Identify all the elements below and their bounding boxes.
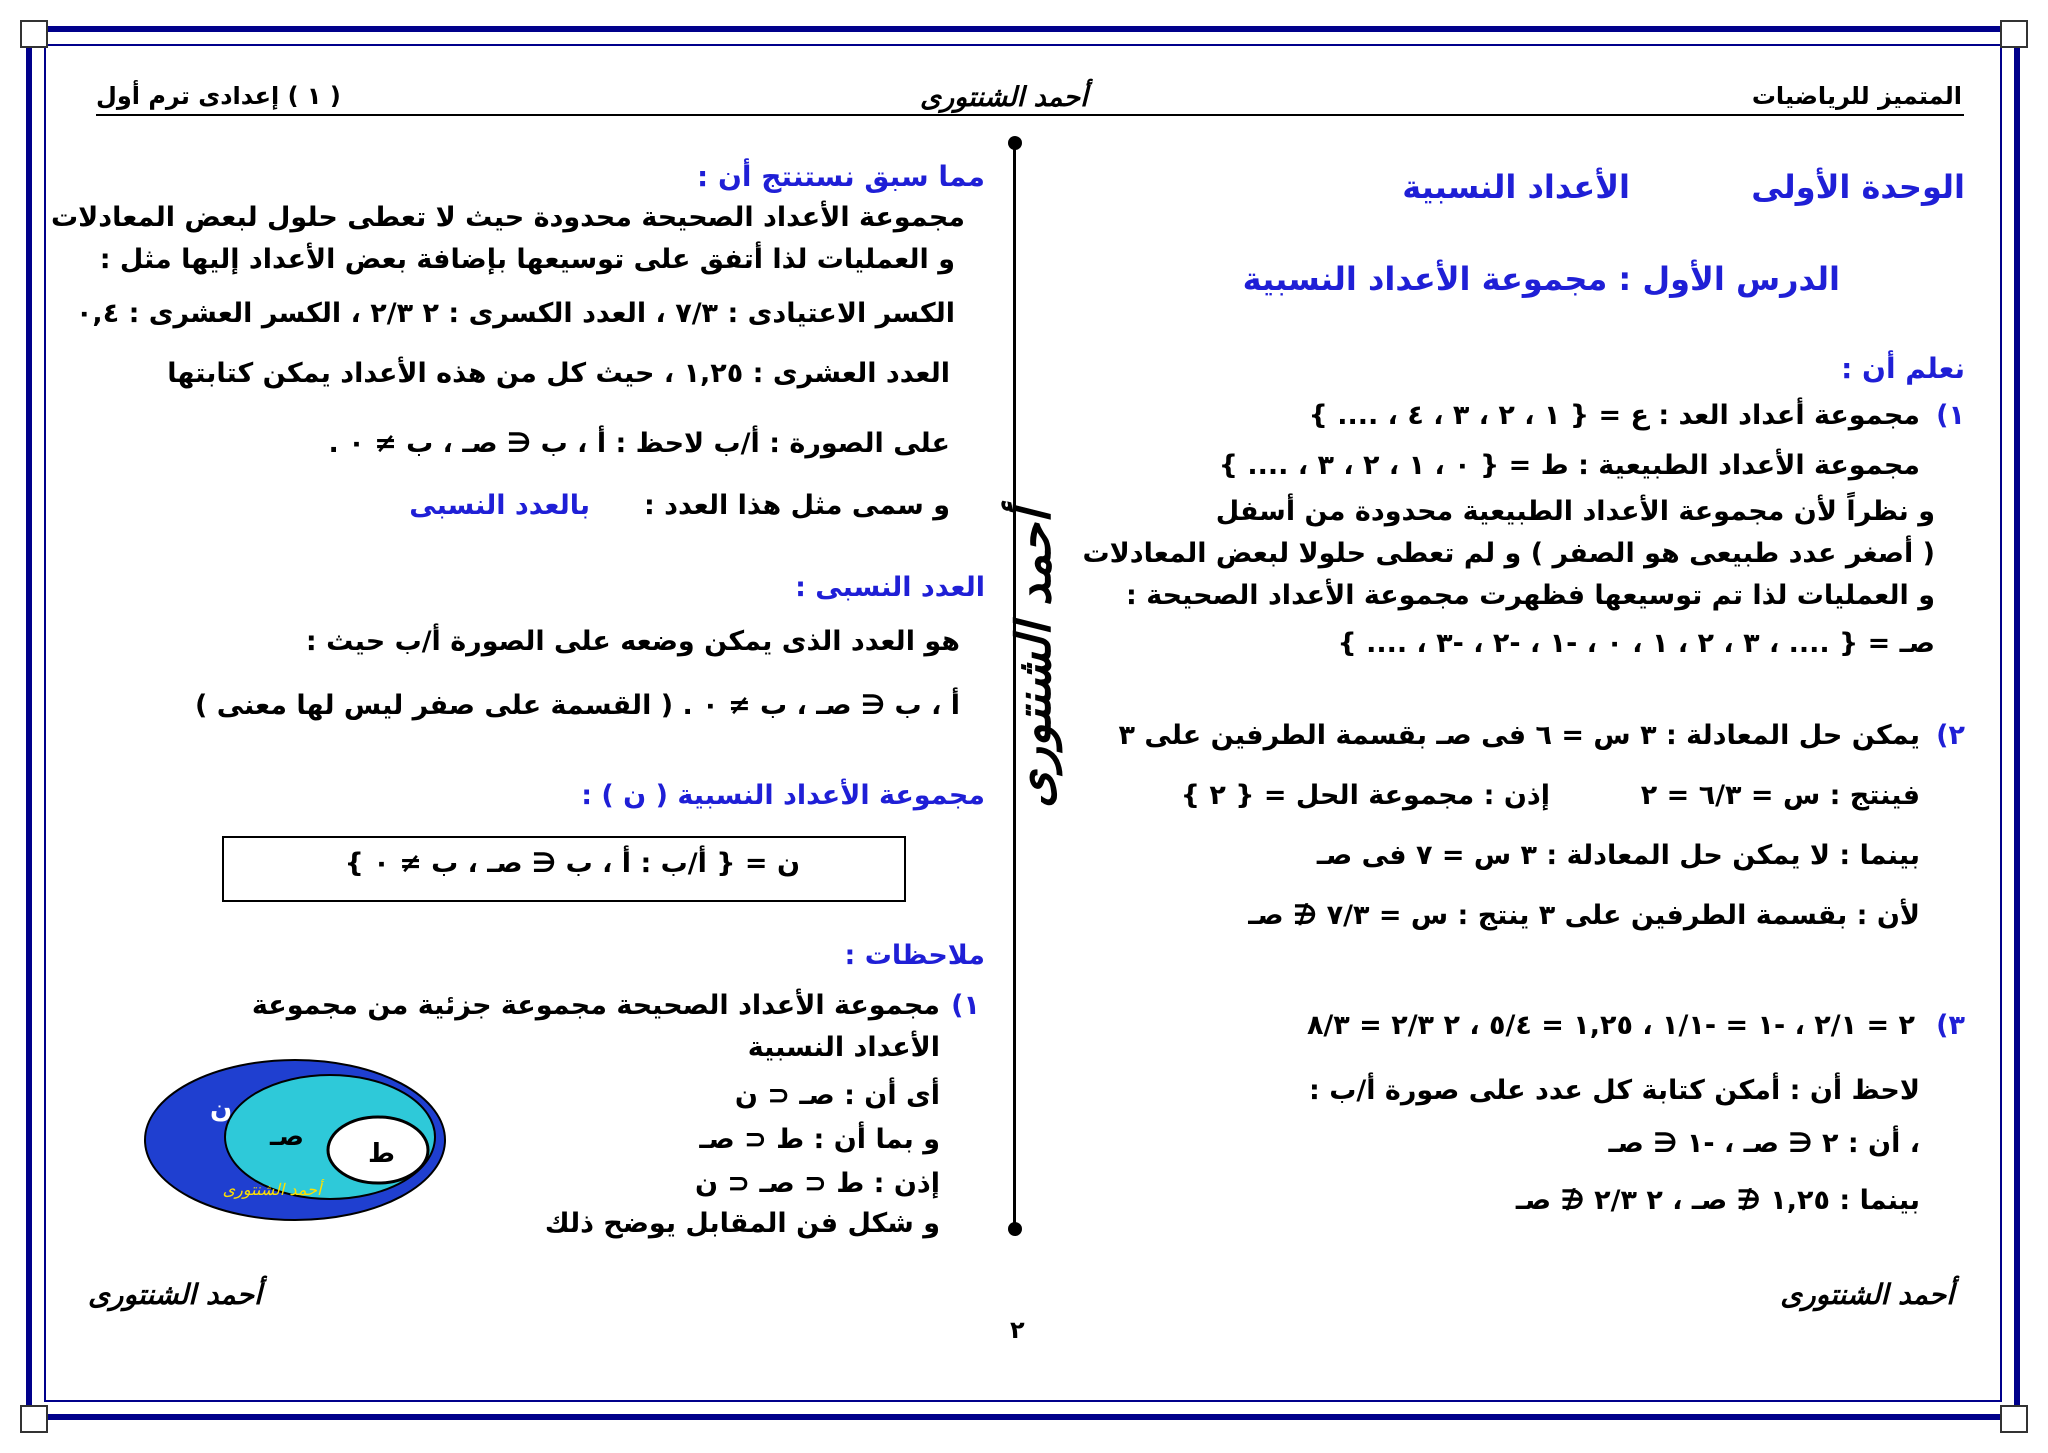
text-line: مجموعة الأعداد الصحيحة محدودة حيث لا تعطى حلول لبعض المعادلات [51,202,965,233]
notes-heading: ملاحظات : [844,940,985,971]
footer-author-left: أحمد الشنتورى [88,1278,262,1311]
text-line: الكسر الاعتيادى : ٧/٣ ، العدد الكسرى : ٢ ٢/٣ ، الكسر العشرى : ٠,٤ [75,298,955,329]
rational-number-term: بالعدد النسبى [409,490,590,521]
text-line: بينما : ١,٢٥ ∉ صـ ، ٢ ٢/٣ ∉ صـ [1515,1185,1920,1216]
venn-diagram [140,1055,450,1225]
natural-numbers-line: مجموعة الأعداد الطبيعية : ط = { ٠ ، ١ ، ٢ ، ٣ ، .... } [1218,450,1920,481]
frame-corner [2000,20,2028,48]
integers-set-line: صـ = { .... ، ٣ ، ٢ ، ١ ، ٠ ، -١ ، -٢ ، -٣ ، .... } [1337,628,1935,659]
text-line: يمكن حل المعادلة : ٣ س = ٦ فى صـ بقسمة الطرفين على ٣ [1118,720,1920,751]
text-line: و شكل فن المقابل يوضح ذلك [544,1208,940,1239]
side-author-name: أحمد الشنتورى [1006,510,1062,808]
item-number: ٢) [1936,720,1965,751]
text-line: أ ، ب ∈ صـ ، ب ≠ ٠ . ( القسمة على صفر ليس لها معنى ) [194,690,960,721]
footer-author-right: أحمد الشنتورى [1780,1278,1954,1311]
text-line: و بما أن : ط ⊂ صـ [699,1124,940,1155]
frame-corner [20,1405,48,1433]
text-line: إذن : ط ⊂ صـ ⊂ ن [694,1168,940,1199]
right-column [1060,160,1970,1240]
frame-corner [20,20,48,48]
unit-title: الوحدة الأولى [1751,168,1965,206]
text-line: الأعداد النسبية [747,1032,940,1063]
set-heading: مجموعة الأعداد النسبية ( ن ) : [581,780,985,811]
header-right: المتميز للرياضيات [1751,82,1962,110]
frame-corner [2000,1405,2028,1433]
text-line: و العمليات لذا تم توسيعها فظهرت مجموعة الأعداد الصحيحة : [1126,580,1935,611]
text-line: أى أن : صـ ⊂ ن [734,1080,940,1111]
we-know-heading: نعلم أن : [1841,352,1965,385]
rational-set-definition: ن = { أ/ب : أ ، ب ∈ صـ ، ب ≠ ٠ } [344,848,800,879]
venn-watermark: أحمد الشنتورى [222,1180,322,1199]
header-grade: ( ١ ) إعدادى ترم أول [96,82,341,110]
set-definition-box [222,836,906,902]
counting-numbers-line: مجموعة أعداد العد : ع = { ١ ، ٢ ، ٣ ، ٤ ، .... } [1308,400,1920,431]
venn-label-naturals: ط [368,1139,396,1169]
text-line: إذن : مجموعة الحل = { ٢ } [1180,780,1550,811]
divider-dot [1008,136,1022,150]
item-number: ٣) [1936,1010,1965,1041]
lesson-title: الدرس الأول : مجموعة الأعداد النسبية [1242,260,1840,298]
text-line: فينتج : س = ٦/٣ = ٢ [1640,780,1920,811]
text-line: ، أن : ٢ ∈ صـ ، -١ ∈ صـ [1608,1128,1920,1159]
text-line: على الصورة : أ/ب لاحظ : أ ، ب ∈ صـ ، ب ≠ ٠ . [328,428,950,459]
text-line: العدد العشرى : ١,٢٥ ، حيث كل من هذه الأعداد يمكن كتابتها [167,358,950,389]
header-author: أحمد الشنتورى [920,82,1088,113]
venn-label-rational: ن [210,1094,233,1124]
conclusion-heading: مما سبق نستنتج أن : [697,160,985,193]
text-line: لأن : بقسمة الطرفين على ٣ ينتج : س = ٧/٣ ∉ صـ [1248,900,1920,931]
text-line: ٢ = ٢/١ ، -١ = -١/١ ، ١,٢٥ = ٥/٤ ، ٢ ٢/٣ = ٨/٣ [1306,1010,1915,1041]
header-rule [96,114,1964,116]
item-number: ١) [951,990,980,1021]
text-line: بينما : لا يمكن حل المعادلة : ٣ س = ٧ فى صـ [1316,840,1920,871]
text-line: ( أصغر عدد طبيعى هو الصفر ) و لم تعطى حلولا لبعض المعادلات [1082,538,1935,569]
unit-topic: الأعداد النسبية [1402,168,1630,206]
venn-label-integers: صـ [270,1122,305,1152]
page-number: ٢ [1010,1316,1025,1344]
text-line: لاحظ أن : أمكن كتابة كل عدد على صورة أ/ب : [1309,1075,1920,1106]
text-line: هو العدد الذى يمكن وضعه على الصورة أ/ب حيث : [305,626,960,657]
text-line: و نظراً لأن مجموعة الأعداد الطبيعية محدودة من أسفل [1215,496,1935,527]
definition-heading: العدد النسبى : [795,572,985,603]
text-line: مجموعة الأعداد الصحيحة مجموعة جزئية من مجموعة [251,990,940,1021]
item-number: ١) [1936,400,1965,431]
text-line: و سمى مثل هذا العدد : [643,490,950,521]
text-line: و العمليات لذا أتفق على توسيعها بإضافة بعض الأعداد إليها مثل : [99,244,955,275]
divider-dot [1008,1222,1022,1236]
